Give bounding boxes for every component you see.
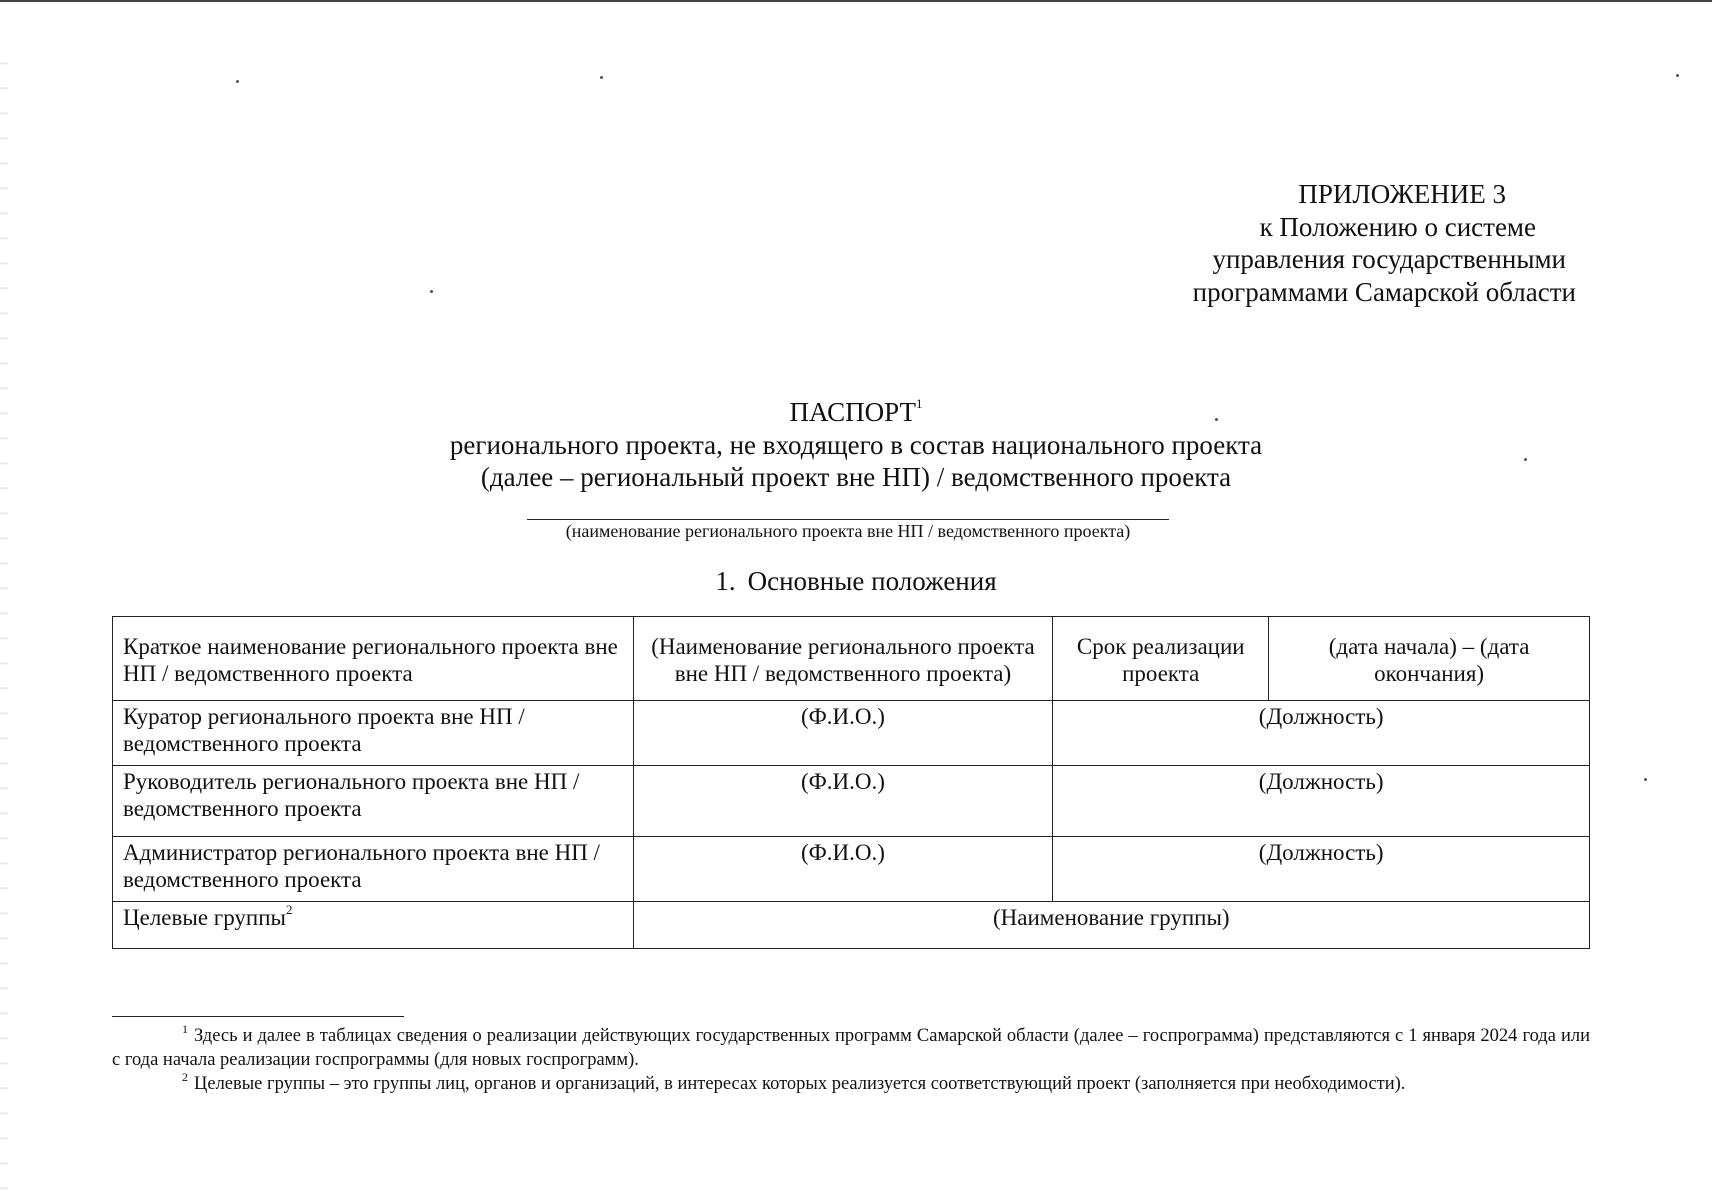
footnote-separator (112, 1016, 404, 1017)
table-cell-term-label: Срок реализации проекта (1053, 617, 1269, 701)
table-row (113, 766, 1590, 837)
scan-speck (430, 290, 433, 293)
footnote-mark: 1 (182, 1022, 188, 1036)
passport-title (0, 396, 1712, 429)
table-row (113, 837, 1590, 902)
passport-heading (0, 396, 1712, 494)
passport-subtitle: регионального проекта, не входящего в состав национального проекта (449, 429, 1263, 460)
table-cell-group: (Наименование группы) (633, 902, 1589, 949)
table-cell-label (113, 902, 634, 949)
table-cell-name: (Ф.И.О.) (633, 766, 1053, 837)
table-cell-label: Куратор регионального проекта вне НП / ведомственного проекта (113, 701, 634, 766)
passport-subtitle: (далее – региональный проект вне НП) / ведомственного проекта (480, 462, 1232, 492)
table-cell-position: (Должность) (1053, 837, 1590, 902)
section-title-text: Основные положения (747, 566, 997, 596)
table-cell-value: (Наименование регионального проекта вне НП / ведомственного проекта) (633, 617, 1053, 701)
table-cell-name: (Ф.И.О.) (633, 701, 1053, 766)
table-cell-name: (Ф.И.О.) (633, 837, 1053, 902)
scan-top-edge (0, 0, 1712, 2)
footnote-text: Целевые группы – это группы лиц, органов и организаций, в интересах которых реализуется соответствующий проект (заполняется при необходимости). (194, 1074, 1406, 1094)
target-groups-label: Целевые группы (123, 905, 286, 930)
appendix-line: программами Самарской области (1192, 276, 1576, 307)
footnote-mark: 2 (182, 1070, 188, 1084)
table-cell-position: (Должность) (1053, 701, 1590, 766)
appendix-line: к Положению о системе (1259, 211, 1536, 242)
footnote-ref: 2 (285, 902, 293, 917)
table-cell-label: Администратор регионального проекта вне НП / ведомственного проекта (113, 837, 634, 902)
table-row (113, 701, 1590, 766)
footnote-text: Здесь и далее в таблицах сведения о реализации действующих государственных программ Самарской области (далее – госпрограмма) представляются с 1 января 2024 года или с года начала реализации госпрограммы (для новых госпрограмм). (112, 1026, 1590, 1070)
basic-provisions-table (112, 616, 1590, 949)
project-name-caption: (наименование регионального проекта вне НП / ведомственного проекта) (565, 521, 1131, 541)
scan-left-edge (0, 40, 8, 1200)
appendix-block (1016, 178, 1576, 308)
appendix-title: ПРИЛОЖЕНИЕ 3 (1298, 179, 1506, 209)
passport-title-text: ПАСПОРТ (789, 397, 916, 427)
table-cell-label: Краткое наименование регионального проекта вне НП / ведомственного проекта (113, 617, 634, 701)
footnotes (112, 1024, 1590, 1096)
scan-speck (236, 80, 239, 83)
scan-speck (600, 76, 603, 79)
table-cell-label: Руководитель регионального проекта вне НП / ведомственного проекта (113, 766, 634, 837)
table-row (113, 617, 1590, 701)
scan-speck (1676, 74, 1679, 77)
footnote-ref: 1 (916, 396, 923, 411)
scan-speck (1644, 778, 1647, 781)
project-name-underline (527, 519, 1169, 520)
footnote-2 (112, 1072, 1590, 1096)
appendix-line: управления государственными (1212, 244, 1566, 274)
table-row (113, 902, 1590, 949)
table-cell-term-value: (дата начала) – (дата окончания) (1269, 617, 1590, 701)
section-title (0, 566, 1712, 597)
footnote-1 (112, 1024, 1590, 1072)
table-cell-position: (Должность) (1053, 766, 1590, 837)
section-number: 1. (715, 566, 736, 596)
